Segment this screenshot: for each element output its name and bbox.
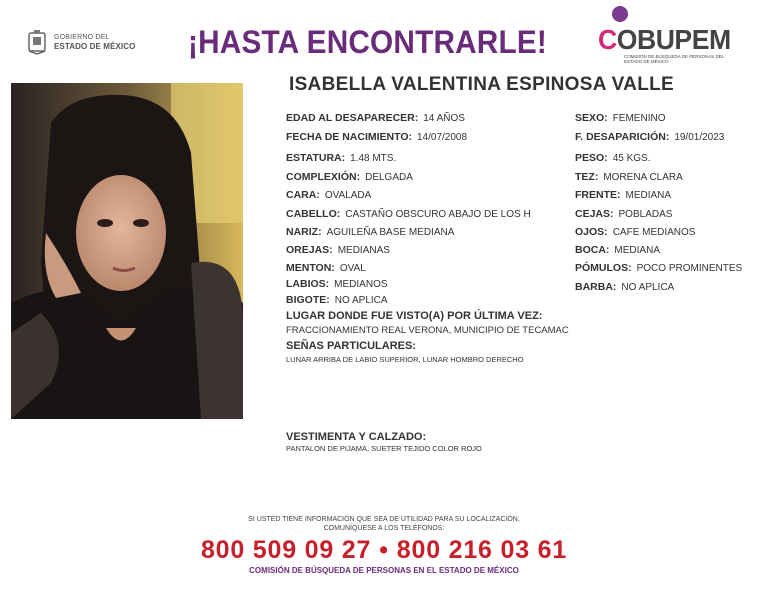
field-menton — [286, 262, 366, 274]
field-tez — [575, 171, 683, 183]
field-value: MEDIANA — [614, 245, 660, 256]
field-estatura — [286, 152, 396, 164]
field-fecha-nacimiento — [286, 131, 467, 143]
field-labios — [286, 278, 388, 290]
field-label: CABELLO: — [286, 208, 341, 220]
field-value: OVAL — [339, 263, 366, 274]
field-cara — [286, 189, 371, 201]
field-pomulos — [575, 262, 742, 274]
field-value: CASTAÑO OBSCURO ABAJO DE LOS H — [345, 209, 531, 220]
cobupem-c: C — [598, 24, 617, 55]
field-edad — [286, 112, 465, 124]
field-sexo — [575, 112, 665, 124]
footer-info-line2: COMUNÍQUESE A LOS TELÉFONOS: — [323, 525, 445, 532]
field-value: 19/01/2023 — [674, 132, 725, 143]
field-value: 14/07/2008 — [417, 132, 468, 143]
cobupem-wordmark — [598, 24, 731, 56]
field-label: OREJAS: — [286, 244, 333, 256]
footer-info-line1: SI USTED TIENE INFORMACIÓN QUE SEA DE UTILIDAD PARA SU LOCALIZACIÓN, — [248, 516, 520, 523]
person-name: ISABELLA VALENTINA ESPINOSA VALLE — [289, 74, 674, 95]
field-cejas — [575, 208, 672, 220]
cobupem-dot-icon — [612, 6, 628, 22]
field-frente — [575, 189, 671, 201]
footer-info — [0, 515, 768, 533]
gobierno-logo — [26, 24, 148, 60]
field-value: AGUILEÑA BASE MEDIANA — [326, 227, 455, 238]
headline: ¡HASTA ENCONTRARLE! — [188, 24, 547, 60]
field-label: EDAD AL DESAPARECER: — [286, 112, 419, 124]
field-label: OJOS: — [575, 226, 608, 238]
field-value: 1.48 MTS. — [350, 153, 397, 164]
field-value: DELGADA — [365, 172, 413, 183]
field-bigote — [286, 294, 388, 306]
clothing-label: VESTIMENTA Y CALZADO: — [286, 431, 427, 443]
field-label: BIGOTE: — [286, 294, 330, 306]
phone-numbers — [0, 536, 768, 565]
field-label: BOCA: — [575, 244, 610, 256]
field-label: NARIZ: — [286, 226, 322, 238]
gobierno-line2: ESTADO DE MÉXICO — [54, 42, 136, 51]
field-ojos — [575, 226, 695, 238]
field-orejas — [286, 244, 390, 256]
field-label: FECHA DE NACIMIENTO: — [286, 131, 412, 143]
field-label: SEXO: — [575, 112, 608, 124]
field-value: MEDIANOS — [334, 279, 388, 290]
field-label: PESO: — [575, 152, 608, 164]
field-label: CEJAS: — [575, 208, 614, 220]
field-label: PÓMULOS: — [575, 262, 632, 274]
cobupem-rest: OBUPEM — [616, 24, 731, 55]
field-value: POCO PROMINENTES — [636, 263, 743, 274]
phone-separator: • — [379, 536, 389, 564]
field-fecha-desaparicion — [575, 131, 724, 143]
marks-value: LUNAR ARRIBA DE LABIO SUPERIOR, LUNAR HOMBRO DERECHO — [286, 355, 524, 364]
field-label: CARA: — [286, 189, 320, 201]
phone-2[interactable]: 800 216 03 61 — [396, 536, 568, 564]
field-label: TEZ: — [575, 171, 599, 183]
field-value: CAFE MEDIANOS — [612, 227, 696, 238]
field-value: NO APLICA — [334, 295, 388, 306]
field-value: FEMENINO — [612, 113, 666, 124]
field-label: COMPLEXIÓN: — [286, 171, 361, 183]
state-seal-icon — [26, 29, 48, 55]
field-label: BARBA: — [575, 281, 617, 293]
person-photo-image — [11, 83, 243, 419]
last-seen-value: FRACCIONAMIENTO REAL VERONA, MUNICIPIO DE TECAMAC — [286, 325, 569, 336]
field-value: OVALADA — [324, 190, 372, 201]
field-value: MEDIANA — [625, 190, 672, 201]
field-label: ESTATURA: — [286, 152, 346, 164]
clothing-value: PANTALON DE PIJAMA, SUETER TEJIDO COLOR ROJO — [286, 444, 482, 453]
field-label: LABIOS: — [286, 278, 330, 290]
field-complexion — [286, 171, 413, 183]
field-nariz — [286, 226, 454, 238]
field-value: NO APLICA — [621, 282, 675, 293]
field-label: FRENTE: — [575, 189, 621, 201]
last-seen-label: LUGAR DONDE FUE VISTO(A) POR ÚLTIMA VEZ: — [286, 310, 543, 322]
marks-label: SEÑAS PARTICULARES: — [286, 340, 416, 352]
cobupem-logo — [598, 4, 748, 66]
phone-1[interactable]: 800 509 09 27 — [200, 536, 372, 564]
field-barba — [575, 281, 674, 293]
field-cabello — [286, 208, 531, 220]
field-value: 14 AÑOS — [423, 113, 465, 124]
field-value: 45 KGS. — [612, 153, 651, 164]
footer-commission: COMISIÓN DE BÚSQUEDA DE PERSONAS EN EL ESTADO DE MÉXICO — [249, 566, 519, 575]
gobierno-text — [54, 33, 135, 51]
person-photo — [11, 83, 243, 419]
field-boca — [575, 244, 660, 256]
field-value: POBLADAS — [618, 209, 673, 220]
cobupem-subtitle: COMISIÓN DE BÚSQUEDA DE PERSONAS DEL ESTADO DE MÉXICO — [624, 54, 725, 64]
field-label: MENTON: — [286, 262, 335, 274]
field-value: MEDIANAS — [337, 245, 390, 256]
gobierno-line1: GOBIERNO DEL — [54, 34, 110, 41]
field-value: MORENA CLARA — [603, 172, 683, 183]
field-peso — [575, 152, 651, 164]
field-label: F. DESAPARICIÓN: — [575, 131, 670, 143]
